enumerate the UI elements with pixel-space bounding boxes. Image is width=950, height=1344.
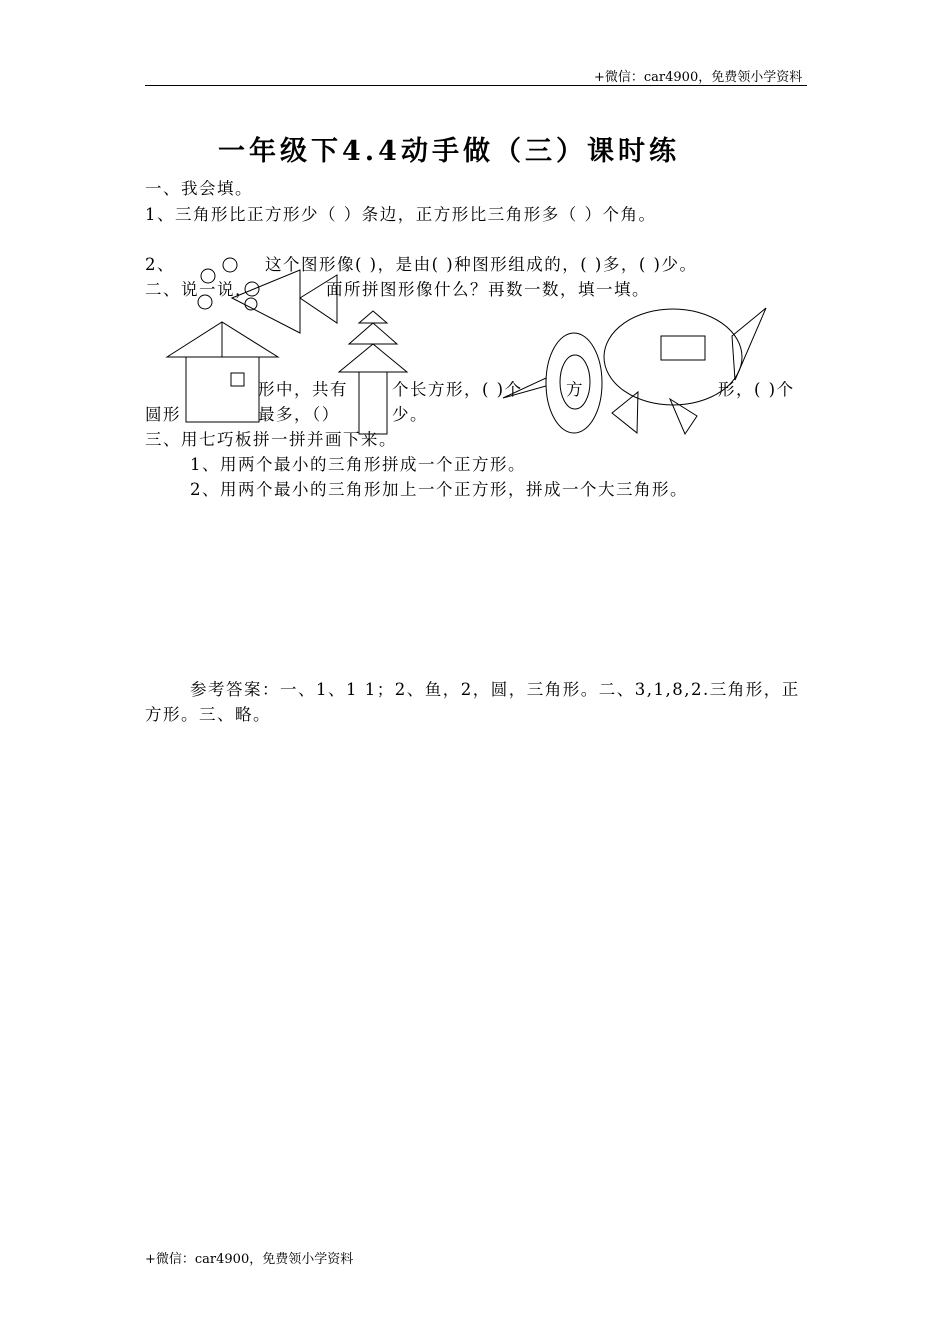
- house-window-square: [231, 373, 244, 386]
- bird-body-ellipse: [604, 309, 742, 405]
- bubble-circle-4: [245, 282, 259, 296]
- house-figure: [167, 322, 278, 422]
- tree-bottom-triangle: [339, 344, 407, 372]
- fish-tail-triangle: [300, 275, 337, 323]
- section2-line1-c: 方: [566, 380, 584, 399]
- question-1: 1、三角形比正方形少（ ）条边，正方形比三角形多（ ）个角。: [145, 205, 657, 224]
- section1-heading: 一、我会填。: [145, 179, 253, 198]
- bird-head-ellipse: [546, 333, 602, 433]
- section2-line2-c: 少。: [392, 405, 428, 424]
- bird-leg-triangle-1: [612, 392, 638, 433]
- section2-line1-d: 形，( )个: [718, 380, 795, 399]
- bubble-circle-2: [201, 269, 215, 283]
- page-title: 一年级下4.4动手做（三）课时练: [218, 136, 680, 167]
- bird-tail-triangle: [732, 308, 766, 380]
- bird-wing-rectangle: [661, 336, 705, 360]
- house-body-rectangle: [186, 357, 259, 422]
- section3-item-2: 2、用两个最小的三角形加上一个正方形，拼成一个大三角形。: [190, 480, 688, 499]
- section3-item-1: 1、用两个最小的三角形拼成一个正方形。: [190, 455, 526, 474]
- section2-line1-b: 个长方形，( )个: [392, 380, 523, 399]
- bird-figure: [503, 308, 766, 434]
- tree-trunk-rectangle: [359, 372, 387, 434]
- header-watermark: +微信：car4900，免费领小学资料: [594, 70, 803, 85]
- tree-middle-triangle: [349, 323, 397, 344]
- section2-line1-a: 形中，共有: [258, 380, 348, 399]
- tree-figure: [339, 311, 407, 434]
- answers-line-2: 方形。三、略。: [145, 705, 271, 724]
- fish-figure: [198, 258, 337, 333]
- section2-line2-b: 最多，（）: [258, 405, 340, 424]
- tree-top-triangle: [359, 311, 387, 323]
- bubble-circle-1: [223, 258, 237, 272]
- section2-heading-end: 面所拼图形像什么？再数一数，填一填。: [326, 280, 650, 299]
- section3-heading: 三、用七巧板拼一拼并画下来。: [145, 430, 397, 449]
- bubble-circle-3: [198, 295, 212, 309]
- fish-body-triangle: [232, 270, 300, 333]
- footer-watermark: +微信：car4900，免费领小学资料: [145, 1252, 354, 1267]
- section2-line2-a: 圆形: [145, 405, 181, 424]
- bird-beak-triangle: [503, 378, 546, 398]
- bird-eye-ellipse: [560, 355, 590, 409]
- answers-line-1: 参考答案：一、1、1 1；2、鱼，2，圆，三角形。二、3,1,8,2.三角形，正: [190, 680, 800, 699]
- question-2-number: 2、: [145, 255, 175, 274]
- section2-heading-start: 二、说一说，: [145, 280, 253, 299]
- question-2-text: 这个图形像( )，是由( )种图形组成的，( )多，( )少。: [265, 255, 698, 274]
